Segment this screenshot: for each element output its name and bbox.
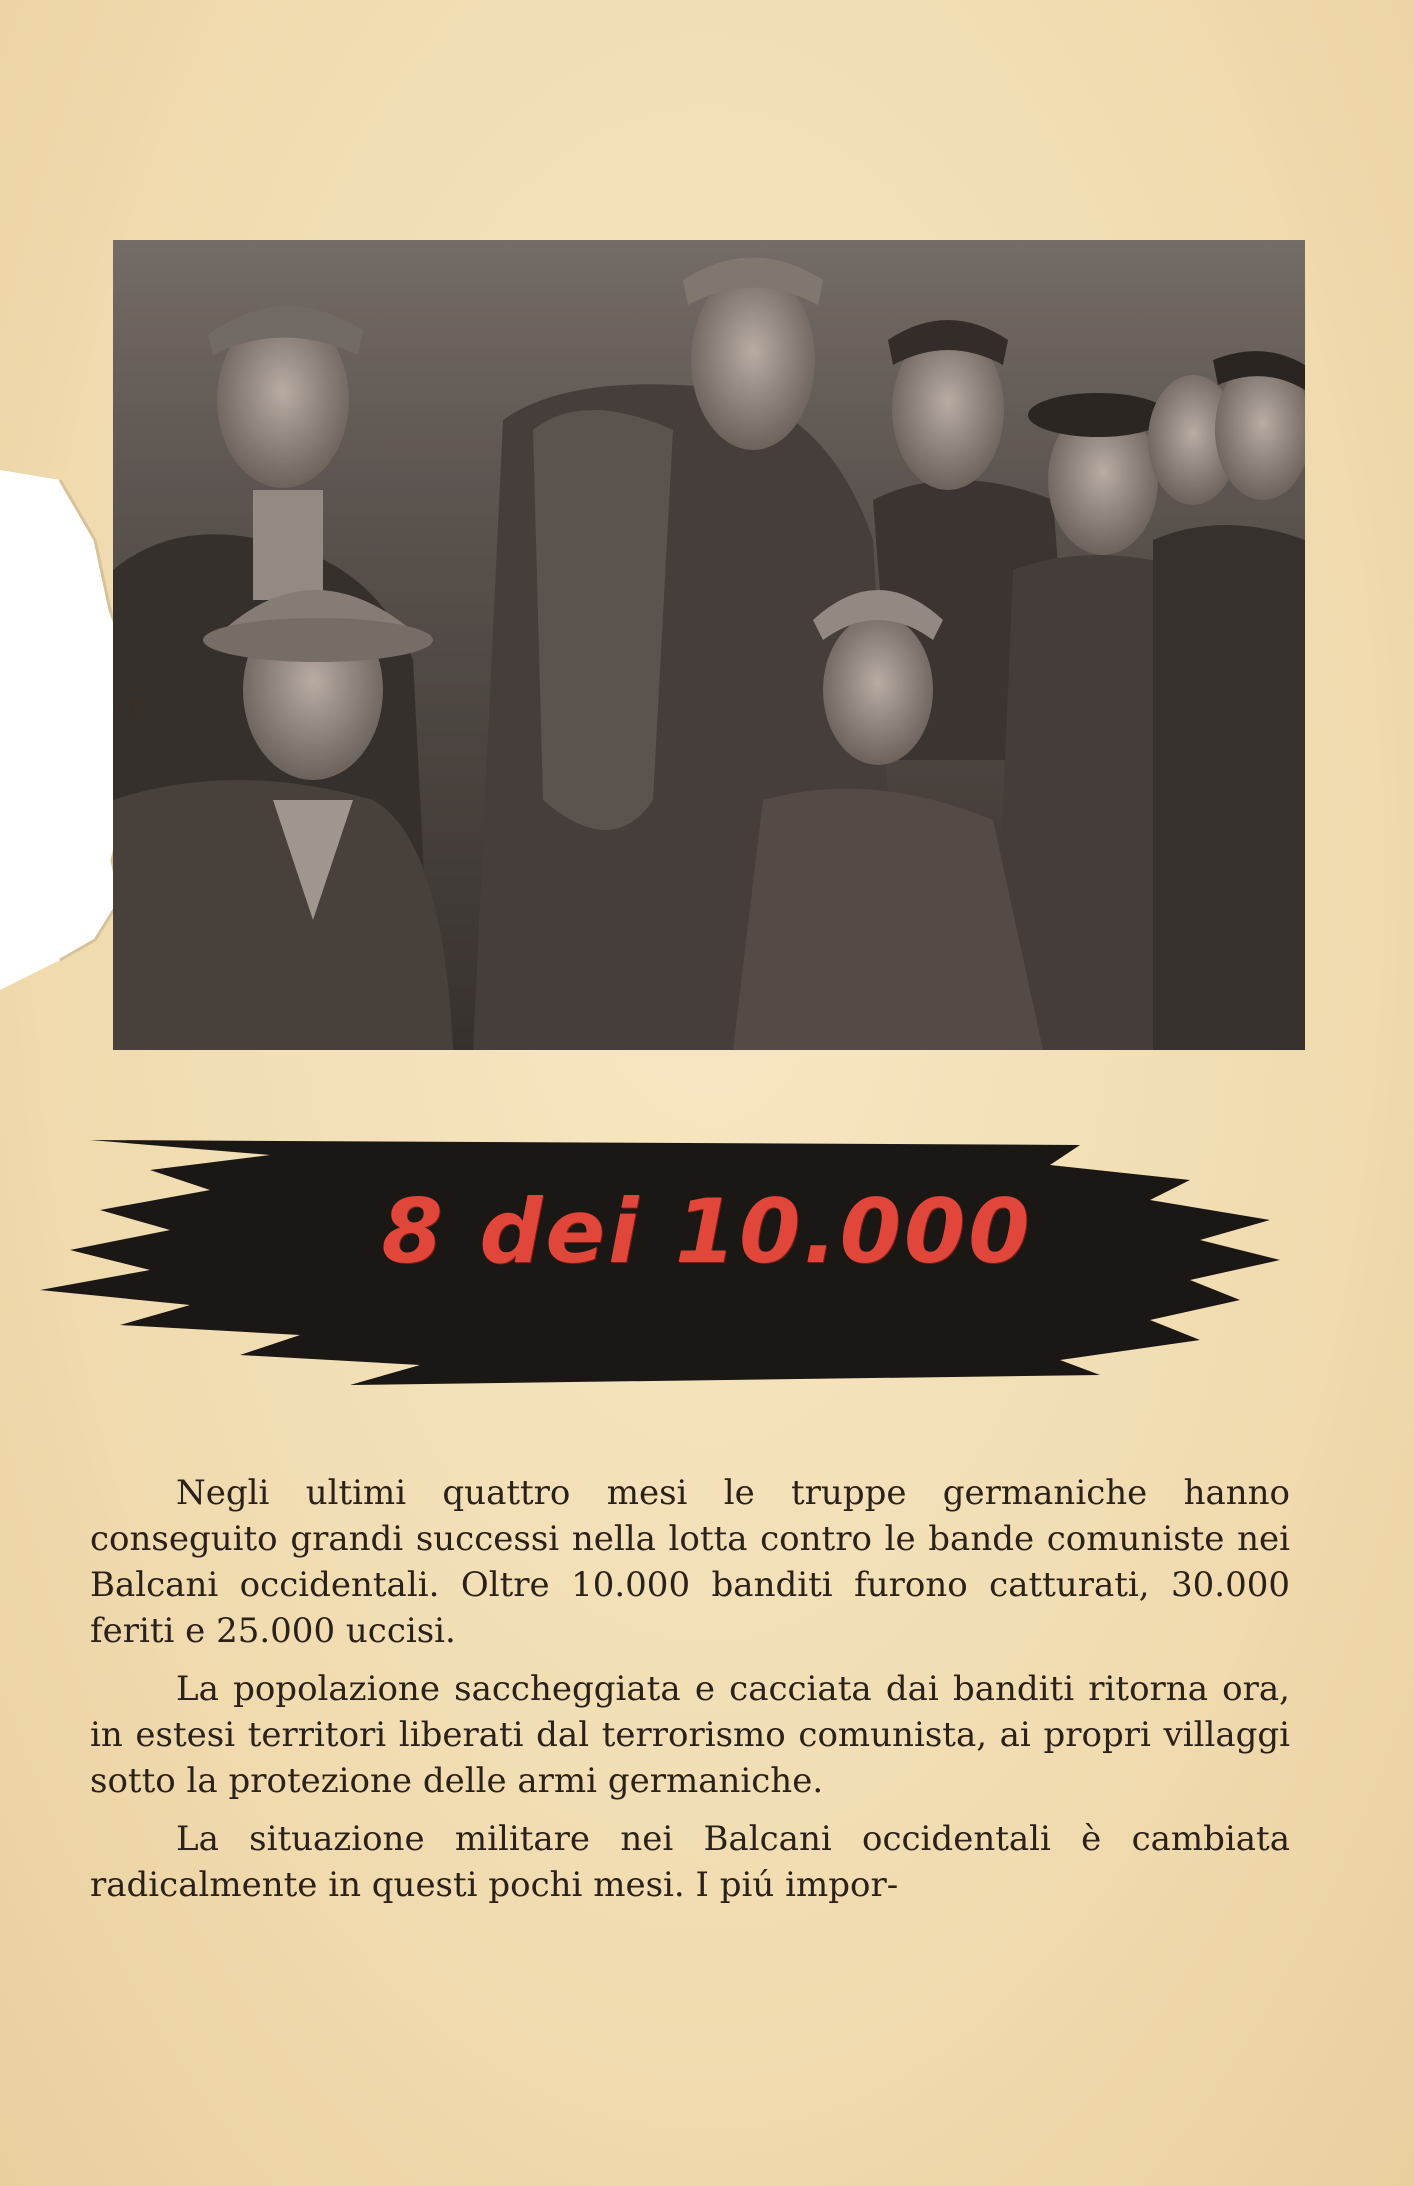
article-body [90,1470,1290,1920]
group-photograph [113,240,1305,1050]
paragraph-1: Negli ultimi quattro mesi le truppe germaniche hanno conseguito grandi successi nella lotta contro le bande comuniste nei Balcani occidentali. Oltre 10.000 banditi furono catturati, 30.000 feriti e 25.000 uccisi. [90,1473,1290,1651]
headline: 8 dei 10.000 [381,1180,1033,1283]
torn-paper-edge [0,470,130,990]
paragraph-3: La situazione militare nei Balcani occidentali è cambiata radicalmente in questi pochi mesi. I piú impor- [90,1819,1290,1905]
margin-mark: -τ [114,690,141,725]
paragraph-2: La popolazione saccheggiata e cacciata dai banditi ritorna ora, in estesi territori liberati dal terrorismo comunista, ai propri villaggi sotto la protezione delle armi germaniche. [90,1669,1290,1801]
